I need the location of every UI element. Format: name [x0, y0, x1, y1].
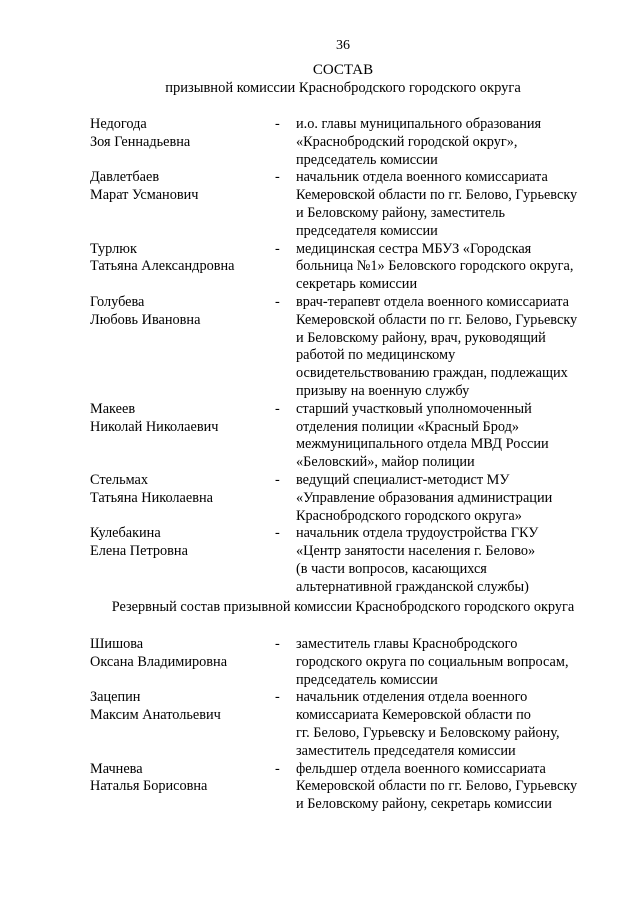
- reserve-members-list: [90, 636, 610, 814]
- member-name-line: Наталья Борисовна: [90, 778, 208, 795]
- page-subtitle: призывной комиссии Краснобродского городского округа: [165, 80, 521, 96]
- member-name: [90, 116, 275, 169]
- member-role: [296, 169, 610, 240]
- member-role-line: секретарь комиссии: [296, 276, 418, 293]
- member-name: [90, 636, 275, 689]
- member-name: [90, 525, 275, 596]
- member-row: [90, 636, 610, 689]
- member-name-line: Турлюк: [90, 240, 137, 257]
- member-name: [90, 761, 275, 814]
- member-role-line: председатель комиссии: [296, 671, 438, 688]
- member-role-line: альтернативной гражданской службы): [296, 578, 529, 595]
- member-role: [296, 116, 610, 169]
- member-role-line: межмуниципального отдела МВД России: [296, 436, 549, 453]
- member-role: [296, 294, 610, 401]
- member-role-line: ведущий специалист-методист МУ: [296, 471, 510, 488]
- member-name-line: Голубева: [90, 293, 145, 310]
- member-role-line: городского округа по социальным вопросам,: [296, 653, 569, 670]
- member-dash: -: [275, 240, 280, 257]
- member-role-line: и Беловскому району, врач, руководящий: [296, 329, 546, 346]
- member-name-line: Максим Анатольевич: [90, 707, 221, 724]
- member-role: [296, 241, 610, 294]
- member-dash: -: [275, 636, 280, 652]
- member-name-line: Недогода: [90, 116, 147, 132]
- member-row: [90, 761, 610, 814]
- member-name-line: Татьяна Николаевна: [90, 489, 213, 506]
- member-row: [90, 241, 610, 294]
- member-role-line: (в части вопросов, касающихся: [296, 560, 487, 577]
- member-name-line: Татьяна Александровна: [90, 258, 235, 275]
- member-name-line: Елена Петровна: [90, 543, 188, 560]
- member-role-line: фельдшер отдела военного комиссариата: [296, 760, 546, 777]
- member-row: [90, 116, 610, 169]
- member-role-line: освидетельствованию граждан, подлежащих: [296, 365, 568, 382]
- member-role-line: Кемеровской области по гг. Белово, Гурьевску: [296, 311, 578, 328]
- member-dash: -: [275, 689, 280, 706]
- member-dash: -: [275, 471, 280, 488]
- member-name: [90, 401, 275, 472]
- member-name: [90, 294, 275, 401]
- member-row: [90, 525, 610, 596]
- member-role: [296, 636, 610, 689]
- member-role-line: заместитель главы Краснобродского: [296, 636, 518, 652]
- member-role-line: «Центр занятости населения г. Белово»: [296, 543, 536, 560]
- member-name: [90, 241, 275, 294]
- member-name-line: Марат Усманович: [90, 187, 199, 204]
- member-row: [90, 294, 610, 401]
- reserve-heading: Резервный состав призывной комиссии Краснобродского городского округа: [111, 599, 575, 615]
- commission-members-list: [90, 116, 610, 597]
- member-role: [296, 401, 610, 472]
- member-dash: -: [275, 293, 280, 310]
- member-role: [296, 689, 610, 760]
- member-role: [296, 761, 610, 814]
- member-dash: -: [275, 116, 280, 132]
- member-role-line: врач-терапевт отдела военного комиссариата: [296, 293, 569, 310]
- member-role-line: начальник отдела трудоустройства ГКУ: [296, 525, 539, 542]
- member-role-line: «Беловский», майор полиции: [296, 454, 475, 471]
- member-role-line: отделения полиции «Красный Брод»: [296, 418, 520, 435]
- member-role-line: призыву на военную службу: [296, 382, 470, 399]
- member-role-line: Кемеровской области по гг. Белово, Гурьевску: [296, 778, 578, 795]
- member-role-line: Краснобродского городского округа»: [296, 507, 522, 524]
- member-name-line: Давлетбаев: [90, 169, 160, 186]
- member-role: [296, 525, 610, 596]
- member-name-line: Николай Николаевич: [90, 418, 219, 435]
- member-name-line: Макеев: [90, 400, 136, 417]
- member-role-line: комиссариата Кемеровской области по: [296, 707, 531, 724]
- member-name: [90, 689, 275, 760]
- member-name-line: Любовь Ивановна: [90, 311, 201, 328]
- member-role-line: Кемеровской области по гг. Белово, Гурьевску: [296, 187, 578, 204]
- member-role-line: начальник отдела военного комиссариата: [296, 169, 548, 186]
- member-role-line: гг. Белово, Гурьевску и Беловскому району,: [296, 724, 560, 741]
- member-role-line: и.о. главы муниципального образования: [296, 116, 542, 132]
- member-row: [90, 169, 610, 240]
- member-role-line: работой по медицинскому: [296, 347, 456, 364]
- member-role-line: старший участковый уполномоченный: [296, 400, 532, 417]
- member-role-line: заместитель председателя комиссии: [296, 742, 516, 759]
- member-row: [90, 472, 610, 525]
- member-name-line: Шишова: [90, 636, 144, 652]
- page-number: 36: [336, 38, 350, 53]
- member-name: [90, 169, 275, 240]
- member-role-line: «Краснобродский городской округ»,: [296, 133, 518, 150]
- member-name-line: Зоя Геннадьевна: [90, 133, 191, 150]
- member-role-line: больница №1» Беловского городского округа,: [296, 258, 574, 275]
- member-name-line: Зацепин: [90, 689, 141, 706]
- member-role-line: «Управление образования администрации: [296, 489, 553, 506]
- member-name-line: Оксана Владимировна: [90, 653, 228, 670]
- member-role-line: и Беловскому району, заместитель: [296, 204, 505, 221]
- member-role-line: начальник отделения отдела военного: [296, 689, 528, 706]
- member-name: [90, 472, 275, 525]
- member-name-line: Мачнева: [90, 760, 143, 777]
- member-name-line: Кулебакина: [90, 525, 161, 542]
- member-dash: -: [275, 169, 280, 186]
- page-title: СОСТАВ: [312, 62, 374, 78]
- member-role: [296, 472, 610, 525]
- member-role-line: медицинская сестра МБУЗ «Городская: [296, 240, 532, 257]
- member-dash: -: [275, 760, 280, 777]
- member-role-line: председателя комиссии: [296, 222, 438, 239]
- member-name-line: Стельмах: [90, 471, 149, 488]
- member-role-line: председатель комиссии: [296, 151, 438, 168]
- member-dash: -: [275, 400, 280, 417]
- member-row: [90, 689, 610, 760]
- member-role-line: и Беловскому району, секретарь комиссии: [296, 796, 552, 813]
- member-row: [90, 401, 610, 472]
- member-dash: -: [275, 525, 280, 542]
